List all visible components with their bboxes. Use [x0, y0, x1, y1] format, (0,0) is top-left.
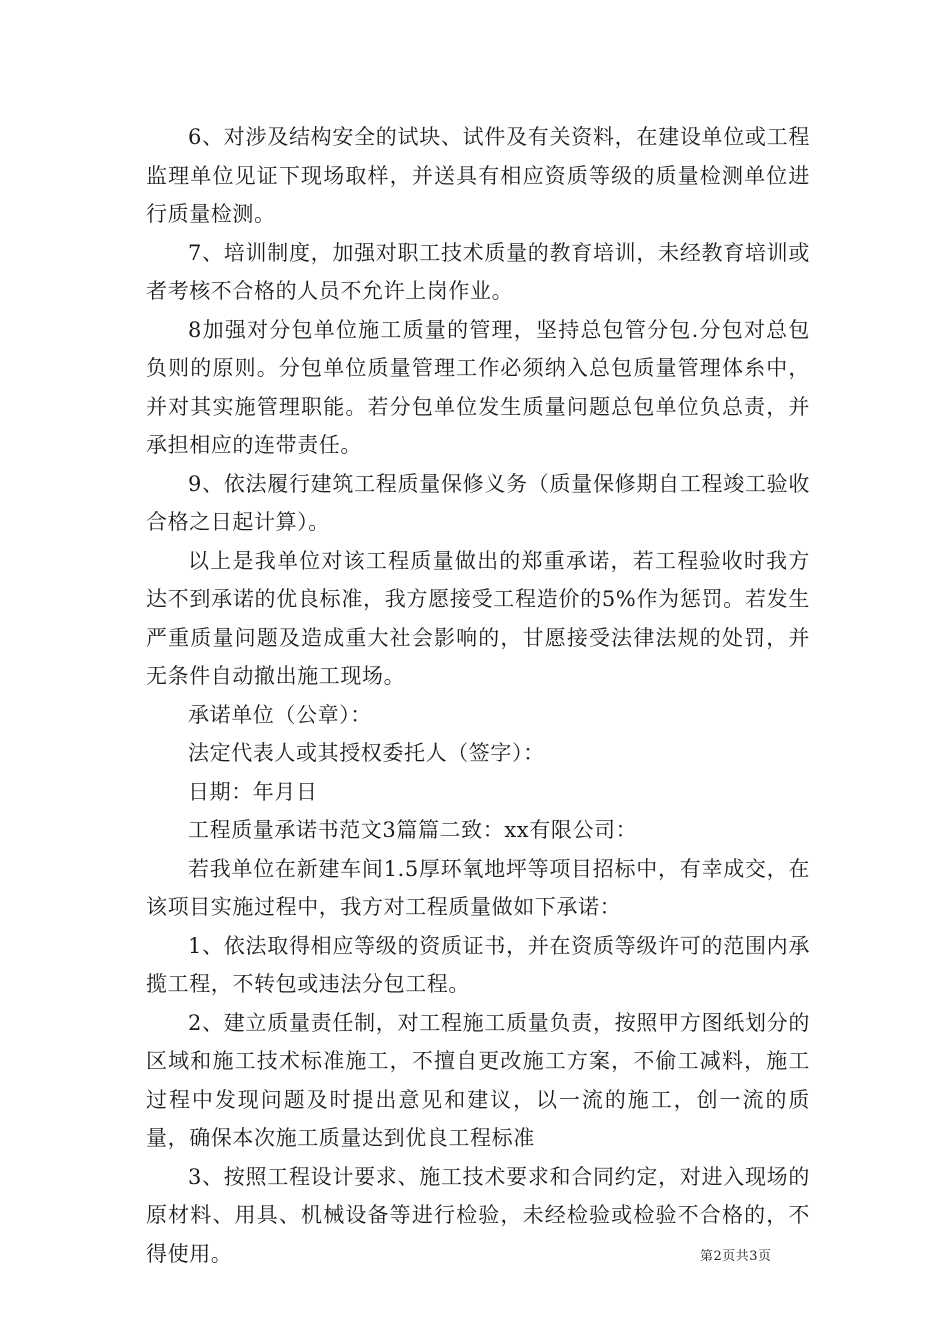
- document-body: [146, 118, 810, 1273]
- signature-representative-line: 法定代表人或其授权委托人（签字）：: [188, 741, 545, 765]
- paragraph-item-1: 1、依法取得相应等级的资质证书，并在资质等级许可的范围内承揽工程，不转包或违法分包工程。: [146, 933, 810, 996]
- paragraph-item-2: 2、建立质量责任制，对工程施工质量负责，按照甲方图纸划分的区域和施工技术标准施工，不擅自更改施工方案，不偷工减料，施工过程中发现问题及时提出意见和建议，以一流的施工，创一流的质量，确保本次施工质量达到优良工程标准: [146, 1010, 810, 1150]
- paragraph-item-9: 9、依法履行建筑工程质量保修义务（质量保修期自工程竣工验收合格之日起计算）。: [146, 471, 810, 534]
- signature-date-line: 日期：年月日: [188, 779, 318, 804]
- page-number-footer: 第2页共3页: [700, 1249, 772, 1264]
- paragraph-item-7: 7、培训制度，加强对职工技术质量的教育培训，未经教育培训或者考核不合格的人员不允许上岗作业。: [146, 240, 810, 303]
- paragraph-commitment-summary: 以上是我单位对该工程质量做出的郑重承诺，若工程验收时我方达不到承诺的优良标准，我方愿接受工程造价的5%作为惩罚。若发生严重质量问题及造成重大社会影响的，甘愿接受法律法规的处罚，并无条件自动撤出施工现场。: [146, 548, 810, 688]
- paragraph-item-8: 8加强对分包单位施工质量的管理，坚持总包管分包.分包对总包负则的原则。分包单位质量管理工作必须纳入总包质量管理体糸中，并对其实施管理职能。若分包单位发生质量问题总包单位负总责，并承担相应的连带责任。: [146, 317, 810, 457]
- paragraph-item-3: 3、按照工程设计要求、施工技术要求和合同约定，对进入现场的原材料、用具、机械设备等进行检验，未经检验或检验不合格的，不得使用。: [146, 1164, 810, 1266]
- section-heading-two: 工程质量承诺书范文3篇篇二致：xx有限公司：: [188, 818, 638, 842]
- paragraph-intro: 若我单位在新建车间1.5厚环氧地坪等项目招标中，有幸成交，在该项目实施过程中，我方对工程质量做如下承诺：: [146, 856, 810, 919]
- signature-unit-line: 承诺单位（公章）：: [188, 702, 372, 727]
- paragraph-item-6: 6、对涉及结构安全的试块、试件及有关资料，在建设单位或工程监理单位见证下现场取样，并送具有相应资质等级的质量检测单位进行质量检测。: [146, 125, 810, 226]
